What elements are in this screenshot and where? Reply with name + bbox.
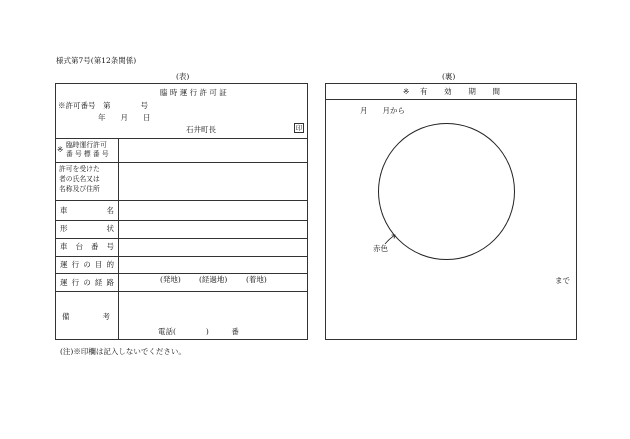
validity-period-label: 有 効 期 間 xyxy=(420,87,500,96)
back-header-divider xyxy=(325,99,577,100)
valid-until-label: まで xyxy=(555,276,570,285)
route-via: (経過地) xyxy=(199,275,228,284)
row-divider xyxy=(55,220,308,221)
applicant-label-line2: 者の氏名又は xyxy=(59,175,100,183)
back-label: (裏) xyxy=(442,72,456,81)
front-label: (表) xyxy=(176,72,190,81)
purpose-label: 運 行 の 目 的 xyxy=(60,260,114,269)
vehicle-name-label: 車 名 xyxy=(60,206,114,215)
plate-label-line1: 臨時運行許可 xyxy=(66,141,107,149)
front-title: 臨 時 運 行 許 可 証 xyxy=(160,88,227,97)
permit-number-label: ※許可番号 第 号 xyxy=(58,101,148,110)
row-divider xyxy=(55,256,308,257)
issuer-name: 石井町長 xyxy=(186,125,216,134)
label-column-divider xyxy=(118,138,119,340)
plate-mark: ※ xyxy=(57,145,64,154)
row-divider xyxy=(55,200,308,201)
form-number: 様式第7号(第12条関係) xyxy=(56,56,137,65)
applicant-label-line3: 名称及び住所 xyxy=(59,185,100,193)
color-label: 赤色 xyxy=(373,244,388,253)
row-divider xyxy=(55,138,308,139)
form-note: (注)※印欄は記入しないでください。 xyxy=(60,347,186,356)
remarks-label: 備 考 xyxy=(62,312,110,321)
row-divider xyxy=(55,273,308,274)
back-mark: ※ xyxy=(403,87,410,96)
model-label: 形 状 xyxy=(60,224,114,233)
chassis-number-label: 車 台 番 号 xyxy=(60,242,114,251)
row-divider xyxy=(55,162,308,163)
issue-date-label: 年 月 日 xyxy=(98,113,151,122)
phone-field: 電話( ) 番 xyxy=(158,327,239,336)
applicant-label-line1: 許可を受けた xyxy=(59,165,100,173)
row-divider xyxy=(55,291,308,292)
plate-label-line2: 番 号 標 番 号 xyxy=(66,150,109,158)
route-arrival: (着地) xyxy=(246,275,267,284)
route-departure: (発地) xyxy=(160,275,181,284)
route-label: 運 行 の 経 路 xyxy=(60,278,114,287)
row-divider xyxy=(55,238,308,239)
valid-from-label: 月 月から xyxy=(360,106,405,115)
seal-stamp: 印 xyxy=(295,124,303,132)
